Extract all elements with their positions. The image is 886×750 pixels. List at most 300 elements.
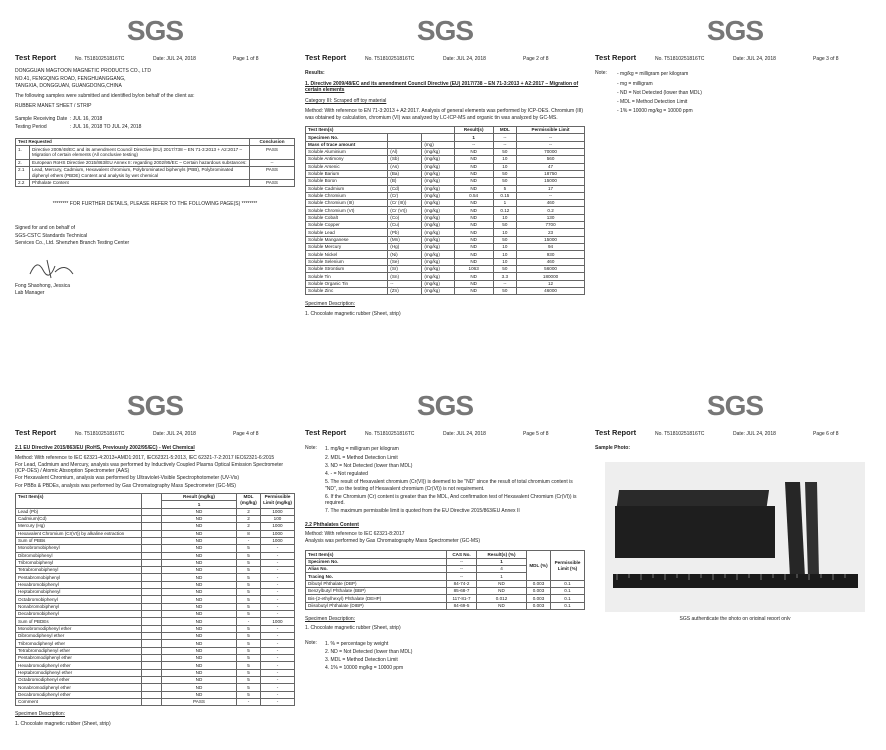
table-cell	[142, 603, 162, 610]
table-cell: Monobromodiphenyl ether	[16, 625, 142, 632]
table-cell: (mg/kg)	[422, 273, 454, 280]
table-cell: Soluble Mercury	[306, 244, 388, 251]
table-cell: Hexabromobiphenyl	[16, 581, 142, 588]
table-cell: (mg/kg)	[422, 258, 454, 265]
table-cell: Tetrabromodiphenyl ether	[16, 647, 142, 654]
testing-period-label: Testing Period	[15, 123, 47, 130]
table-row	[306, 178, 585, 185]
page-number: Page 6 of 8	[813, 431, 839, 437]
table-cell: ND	[454, 258, 493, 265]
report-number: No. T51810251816TC	[75, 56, 125, 62]
table-cell: Tribromobiphenyl	[16, 559, 142, 566]
table-row	[306, 258, 585, 265]
table-row	[16, 508, 295, 515]
report-title: Test Report	[595, 428, 637, 437]
signer-name: Fong Shaohong, Jessica	[15, 283, 71, 290]
method-line: For Lead, Cadmium and Mercury, analysis was performed by Inductively Coupled Plasma Optical Emission Spectrometer (ICP-OES) / Atomic Absorption Spectrometer (AAS)	[15, 461, 284, 475]
sgs-logo: SGS	[416, 390, 474, 421]
table-cell: -	[261, 647, 295, 654]
table-cell: -	[261, 655, 295, 662]
th-result: Result(s) (%)	[477, 551, 527, 558]
table-cell: (mg/kg)	[422, 222, 454, 229]
table-cell: ND	[162, 545, 237, 552]
table-cell: 12	[517, 280, 585, 287]
table-cell: (mg/kg)	[422, 266, 454, 273]
table-cell	[142, 662, 162, 669]
table-cell: (mg/kg)	[422, 207, 454, 214]
table-row	[16, 618, 295, 625]
note-label: Note:	[305, 639, 317, 646]
table-row	[306, 185, 585, 192]
table-row: 2.1 Lead, Mercury, Cadmium, Hexavalent chromium, Polybrominated biphenyls (PBB), Polybrominated diphenyl ethers (PBDE) Content and analysis by wet chemical PASS	[16, 166, 295, 179]
specimen-description-label: Specimen Description:	[15, 711, 66, 718]
table-cell: 0.1	[551, 588, 585, 595]
table-cell: 0.1	[551, 580, 585, 587]
notes-block	[595, 70, 875, 117]
table-cell: (mg/kg)	[422, 178, 454, 185]
table-cell: (Cu)	[388, 222, 422, 229]
th-result: Result (mg/kg)	[162, 493, 237, 500]
table-row	[306, 244, 585, 251]
sgs-logo: SGS	[706, 15, 764, 46]
table-row	[16, 596, 295, 603]
table-row	[16, 530, 295, 537]
table-cell: (Cr (VI))	[388, 207, 422, 214]
note-item: - mg = milligram	[617, 80, 653, 87]
table-cell	[142, 545, 162, 552]
report-header	[305, 53, 585, 62]
table-cell: Soluble Cobalt	[306, 214, 388, 221]
table-cell: 1000	[261, 508, 295, 515]
table-cell: 5	[237, 581, 261, 588]
table-row	[306, 222, 585, 229]
table-cell: 2	[237, 515, 261, 522]
table-cell: Soluble Arsenic	[306, 163, 388, 170]
company-line: DONGGUAN MAGTOON MAGNETIC PRODUCTS CO., LTD	[15, 68, 151, 75]
table-cell	[142, 640, 162, 647]
signer-title: Lab Manager	[15, 290, 45, 297]
table-cell: ND	[162, 596, 237, 603]
sgs-logo: SGS	[416, 15, 474, 46]
th-cas: CAS No.	[447, 551, 477, 558]
report-page-1	[15, 15, 295, 385]
table-cell: 5	[237, 611, 261, 618]
table-cell: -	[261, 699, 295, 706]
table-row	[306, 580, 585, 587]
table-row	[306, 192, 585, 199]
table-cell: 5	[237, 684, 261, 691]
table-cell: ND	[162, 574, 237, 581]
th-conclusion: Conclusion	[250, 139, 295, 146]
table-cell	[142, 515, 162, 522]
table-cell	[142, 625, 162, 632]
table-cell: 47	[517, 163, 585, 170]
table-cell: 5	[237, 545, 261, 552]
sample-photo-image	[605, 462, 865, 612]
report-title: Test Report	[15, 428, 57, 437]
table-cell: 10	[493, 214, 517, 221]
table-cell	[142, 537, 162, 544]
table-cell: 1000	[261, 618, 295, 625]
table-cell: -	[237, 618, 261, 625]
report-title: Test Report	[595, 53, 637, 62]
report-number: No. T51810251816TC	[655, 56, 705, 62]
table-row	[16, 640, 295, 647]
table-cell: 8	[237, 530, 261, 537]
note-label: Note:	[595, 70, 607, 77]
table-cell: Heptabromobiphenyl	[16, 589, 142, 596]
note-label: Note:	[305, 445, 317, 452]
table-row	[16, 567, 295, 574]
specimen-description-label: Specimen Description:	[305, 301, 356, 308]
table-cell: 50	[493, 222, 517, 229]
page-number: Page 4 of 8	[233, 431, 259, 437]
note-item: - mg/kg = milligram per kilogram	[617, 71, 689, 78]
table-cell: 5	[237, 574, 261, 581]
testing-period-row	[15, 124, 295, 130]
table-cell: 3.3	[493, 273, 517, 280]
table-cell: 5	[237, 647, 261, 654]
method-block	[305, 531, 585, 545]
table-cell: Heptabromodiphenyl ether	[16, 669, 142, 676]
table-row	[16, 552, 295, 559]
table-cell	[142, 618, 162, 625]
table-cell: Soluble Antimony	[306, 156, 388, 163]
table-cell: 5	[237, 677, 261, 684]
note-item: 7. The maximum permissible limit is quoted from the EU Directive 2015/863/EU Annex II	[325, 508, 520, 515]
table-cell: (Cr (III))	[388, 200, 422, 207]
table-row	[16, 545, 295, 552]
table-cell: ND	[477, 602, 527, 609]
sample-name: RUBBER MANET SHEET / STRIP	[15, 103, 92, 110]
table-cell: Soluble Selenium	[306, 258, 388, 265]
category-label: Category III: Scraped off toy material	[305, 98, 387, 105]
specimen-item: 1. Chocolate magnetic rubber (Sheet, strip)	[305, 310, 401, 317]
table-cell: Soluble Copper	[306, 222, 388, 229]
table-cell	[142, 684, 162, 691]
table-cell: 70000	[517, 148, 585, 155]
table-cell: -	[261, 611, 295, 618]
table-cell: Decabromobiphenyl	[16, 611, 142, 618]
table-cell: ND	[162, 647, 237, 654]
table-cell: -	[261, 574, 295, 581]
receiving-date-value: : JUL 16, 2018	[70, 115, 103, 122]
table-row	[16, 581, 295, 588]
signature-image	[25, 252, 85, 282]
table-row	[16, 625, 295, 632]
note-item: 1. mg/kg = milligram per kilogram	[325, 446, 399, 453]
table-cell: -	[261, 662, 295, 669]
report-page-6	[595, 390, 875, 620]
table-cell: 5	[237, 625, 261, 632]
table-cell	[142, 677, 162, 684]
table-cell: (mg/kg)	[422, 170, 454, 177]
table-row: 2. European RoHS Directive 2015/863/EU Annex II: regarding 2002/95/EC – Certain hazardous substances: --	[16, 159, 295, 166]
table-cell: 1000	[261, 537, 295, 544]
table-cell: -	[261, 640, 295, 647]
rohs-table	[15, 493, 295, 707]
table-cell: -	[261, 589, 295, 596]
table-cell: 10	[493, 163, 517, 170]
th-limit: Permissible Limit	[517, 126, 585, 133]
sample-photo-label: Sample Photo:	[595, 445, 631, 452]
sgs-logo: SGS	[706, 390, 764, 421]
table-cell: ND	[162, 552, 237, 559]
intro-text: The following samples were submitted and identified by/on behalf of the client as:	[15, 93, 195, 100]
method-line: Method: With reference to IEC 62321-4:2013+AMD1:2017, IEC62321-5:2013, IEC 62321-7-2:2017 IEC62321-6:2015	[15, 454, 275, 461]
table-cell: Sum of PBBs	[16, 537, 142, 544]
table-cell	[142, 647, 162, 654]
table-cell: 10	[493, 251, 517, 258]
table-cell: --	[517, 192, 585, 199]
table-cell: ND	[162, 655, 237, 662]
table-cell: 0.003	[527, 580, 551, 587]
table-cell: -	[237, 699, 261, 706]
page-number: Page 1 of 8	[233, 56, 259, 62]
table-cell: 10	[493, 229, 517, 236]
table-cell: (Sb)	[388, 156, 422, 163]
table-row: 1. Directive 2009/48/EC and its amendment Council Directive (EU) 2017/738 – EN 71-3:2013 + A2:2017 – Migration of certain elements (All conclusive testing) PASS	[16, 146, 295, 159]
table-cell: (Pb)	[388, 229, 422, 236]
table-cell: (mg/kg)	[422, 156, 454, 163]
specimen-item: 1. Chocolate magnetic rubber (Sheet, strip)	[305, 625, 401, 632]
table-row	[306, 595, 585, 602]
table-cell: Dibromobiphenyl	[16, 552, 142, 559]
table-cell: ND	[162, 618, 237, 625]
table-cell: ND	[454, 178, 493, 185]
table-cell: 18750	[517, 170, 585, 177]
table-row	[306, 266, 585, 273]
table-cell: 50	[493, 178, 517, 185]
th-mdl: MDL	[493, 126, 517, 133]
table-cell: (Ni)	[388, 251, 422, 258]
table-cell: ND	[454, 288, 493, 295]
report-header	[595, 53, 875, 62]
table-cell: Comment	[16, 699, 142, 706]
table-cell: 94	[517, 244, 585, 251]
table-cell: Dibutyl Phthalate (DBP)	[306, 580, 447, 587]
table-cell: ND	[454, 214, 493, 221]
note-item: 2. MDL = Method Detection Limit	[325, 454, 398, 461]
table-cell: -	[261, 581, 295, 588]
table-cell: ND	[162, 633, 237, 640]
table-cell: 5	[237, 662, 261, 669]
note-item: 4. 1% = 10000 mg/kg = 10000 ppm	[325, 665, 404, 672]
table-cell: 0.1	[551, 595, 585, 602]
table-cell: 0.003	[527, 588, 551, 595]
table-cell: (mg/kg)	[422, 185, 454, 192]
table-cell: 0.012	[477, 595, 527, 602]
method-line: Method: With reference to IEC 62321-8:2017	[305, 530, 405, 537]
report-header	[595, 428, 875, 437]
th-limit: Permissible Limit (mg/kg)	[261, 493, 295, 508]
th-test-item: Test Item(s)	[16, 493, 142, 508]
table-cell: Soluble Chromium	[306, 192, 388, 199]
signed-line: SGS-CSTC Standards Technical	[15, 232, 88, 239]
table-cell: 560	[517, 156, 585, 163]
table-cell: 100	[261, 515, 295, 522]
table-cell: 0.003	[527, 595, 551, 602]
page-number: Page 3 of 8	[813, 56, 839, 62]
table-cell: Soluble Chromium (VI)	[306, 207, 388, 214]
note-item: 2. ND = Not Detected (lower than MDL)	[325, 648, 413, 655]
table-cell: (Cr)	[388, 192, 422, 199]
table-cell: -	[261, 567, 295, 574]
table-cell: -	[261, 552, 295, 559]
table-cell: (mg/kg)	[422, 229, 454, 236]
table-row: Alias No. -- 4	[306, 566, 585, 573]
table-row	[306, 236, 585, 243]
table-row	[306, 602, 585, 609]
report-page-4	[15, 390, 295, 750]
table-cell: 130	[517, 214, 585, 221]
table-cell: -	[261, 596, 295, 603]
table-cell: (mg/kg)	[422, 236, 454, 243]
table-row	[16, 611, 295, 618]
table-cell: Soluble Chromium (III)	[306, 200, 388, 207]
table-cell: 50	[493, 288, 517, 295]
table-cell	[142, 574, 162, 581]
receiving-date-label: Sample Receiving Date	[15, 115, 68, 122]
table-row	[16, 574, 295, 581]
table-row	[16, 633, 295, 640]
report-title: Test Report	[305, 428, 347, 437]
table-cell: Soluble Manganese	[306, 236, 388, 243]
table-row	[16, 515, 295, 522]
table-cell: 0.003	[527, 602, 551, 609]
table-cell: 5	[237, 589, 261, 596]
elements-table	[305, 126, 585, 296]
table-cell: 15000	[517, 236, 585, 243]
table-cell: Soluble Cadmium	[306, 185, 388, 192]
table-cell: Decabromodiphenyl ether	[16, 691, 142, 698]
table-cell: Pentabromobiphenyl	[16, 574, 142, 581]
table-cell: 117-81-7	[447, 595, 477, 602]
table-cell: 7700	[517, 222, 585, 229]
report-header	[305, 428, 585, 437]
table-cell: Cadmium(Cd)	[16, 515, 142, 522]
table-cell: 930	[517, 251, 585, 258]
table-row	[16, 537, 295, 544]
table-cell: -	[261, 545, 295, 552]
method-text: Method: With reference to EN 71-3:2013 + A2:2017. Analysis of general elements was performed by ICP-OES. Chromium (III) was obtained by calculation, chromium (VI) was analyzed by LC-ICP-MS and organic tin was analyzed by GC-MS.	[305, 108, 584, 121]
table-cell: -	[261, 684, 295, 691]
table-cell: ND	[477, 588, 527, 595]
table-cell: 0.2	[517, 207, 585, 214]
client-address	[15, 68, 295, 89]
table-cell: ND	[454, 163, 493, 170]
table-cell: 50	[493, 148, 517, 155]
table-cell: -	[261, 691, 295, 698]
report-page-3	[595, 15, 875, 145]
report-number: No. T51810251816TC	[365, 56, 415, 62]
table-cell: Tetrabromobiphenyl	[16, 567, 142, 574]
note-item: - MDL = Method Detection Limit	[617, 99, 688, 106]
table-cell: (mg/kg)	[422, 244, 454, 251]
report-header	[15, 428, 295, 437]
table-cell: 1	[493, 200, 517, 207]
table-cell: Hexabromodiphenyl ether	[16, 662, 142, 669]
table-row: Specimen No. 1 -- --	[306, 134, 585, 141]
table-cell: Sum of PBDEs	[16, 618, 142, 625]
table-cell: ND	[162, 581, 237, 588]
table-cell	[142, 655, 162, 662]
company-line: NO.41, FENGQING ROAD, FENGHUANGGANG,	[15, 75, 126, 82]
table-cell: -	[261, 669, 295, 676]
table-cell: ND	[454, 229, 493, 236]
table-cell: ND	[162, 530, 237, 537]
method-line: For PBBs & PBDEs, analysis was performed by Gas Chromatography Mass Spectrometer (GC-MS)	[15, 482, 236, 489]
table-cell: Soluble Tin	[306, 273, 388, 280]
table-cell: Lead (Pb)	[16, 508, 142, 515]
table-cell: (mg/kg)	[422, 214, 454, 221]
table-cell: ND	[162, 640, 237, 647]
table-cell: 5	[237, 669, 261, 676]
table-cell: -	[237, 537, 261, 544]
table-cell: 23	[517, 229, 585, 236]
table-cell: ND	[162, 662, 237, 669]
table-cell: Nonabromobiphenyl	[16, 603, 142, 610]
table-row	[306, 229, 585, 236]
table-cell: --	[388, 280, 422, 287]
table-row	[16, 603, 295, 610]
table-row	[16, 684, 295, 691]
note-item: - ND = Not Detected (lower than MDL)	[617, 89, 702, 96]
report-header	[15, 53, 295, 62]
report-date: Date: JUL 24, 2018	[733, 56, 776, 62]
report-title: Test Report	[15, 53, 57, 62]
table-cell: ND	[162, 684, 237, 691]
method-block	[15, 455, 295, 489]
report-date: Date: JUL 24, 2018	[153, 56, 196, 62]
table-cell	[142, 589, 162, 596]
table-cell: 2	[237, 523, 261, 530]
table-cell: ND	[162, 603, 237, 610]
table-cell: 5	[493, 185, 517, 192]
page-number: Page 2 of 8	[523, 56, 549, 62]
table-row	[306, 214, 585, 221]
table-cell: 84-74-2	[447, 580, 477, 587]
table-cell: 10	[493, 258, 517, 265]
table-cell	[142, 508, 162, 515]
table-cell: ND	[162, 625, 237, 632]
refer-text: ******** FOR FURTHER DETAILS, PLEASE REFER TO THE FOLLOWING PAGE(S) ********	[52, 201, 258, 208]
table-cell: --	[493, 280, 517, 287]
table-cell: ND	[454, 170, 493, 177]
table-cell: (Hg)	[388, 244, 422, 251]
table-cell: 5	[237, 559, 261, 566]
table-row	[306, 170, 585, 177]
table-cell: 460	[517, 258, 585, 265]
testing-period-value: : JUL 16, 2018 TO JUL 24, 2018	[70, 123, 142, 130]
table-cell: 10	[493, 244, 517, 251]
table-cell	[142, 633, 162, 640]
table-cell	[142, 699, 162, 706]
table-row	[306, 588, 585, 595]
table-cell: Bis-(2-ethylhexyl) Phthalate (DEHP)	[306, 595, 447, 602]
table-cell: 50	[493, 236, 517, 243]
table-cell: 5	[237, 691, 261, 698]
table-cell: Soluble Lead	[306, 229, 388, 236]
table-row	[16, 669, 295, 676]
table-cell: (Mn)	[388, 236, 422, 243]
note-item: 3. MDL = Method Detection Limit	[325, 657, 398, 663]
table-row	[306, 207, 585, 214]
table-cell: 46000	[517, 288, 585, 295]
table-cell: 85-68-7	[447, 588, 477, 595]
table-cell: Soluble Nickel	[306, 251, 388, 258]
method-line: Analysis was performed by Gas Chromatography Mass Spectrometer (GC-MS)	[305, 538, 481, 545]
